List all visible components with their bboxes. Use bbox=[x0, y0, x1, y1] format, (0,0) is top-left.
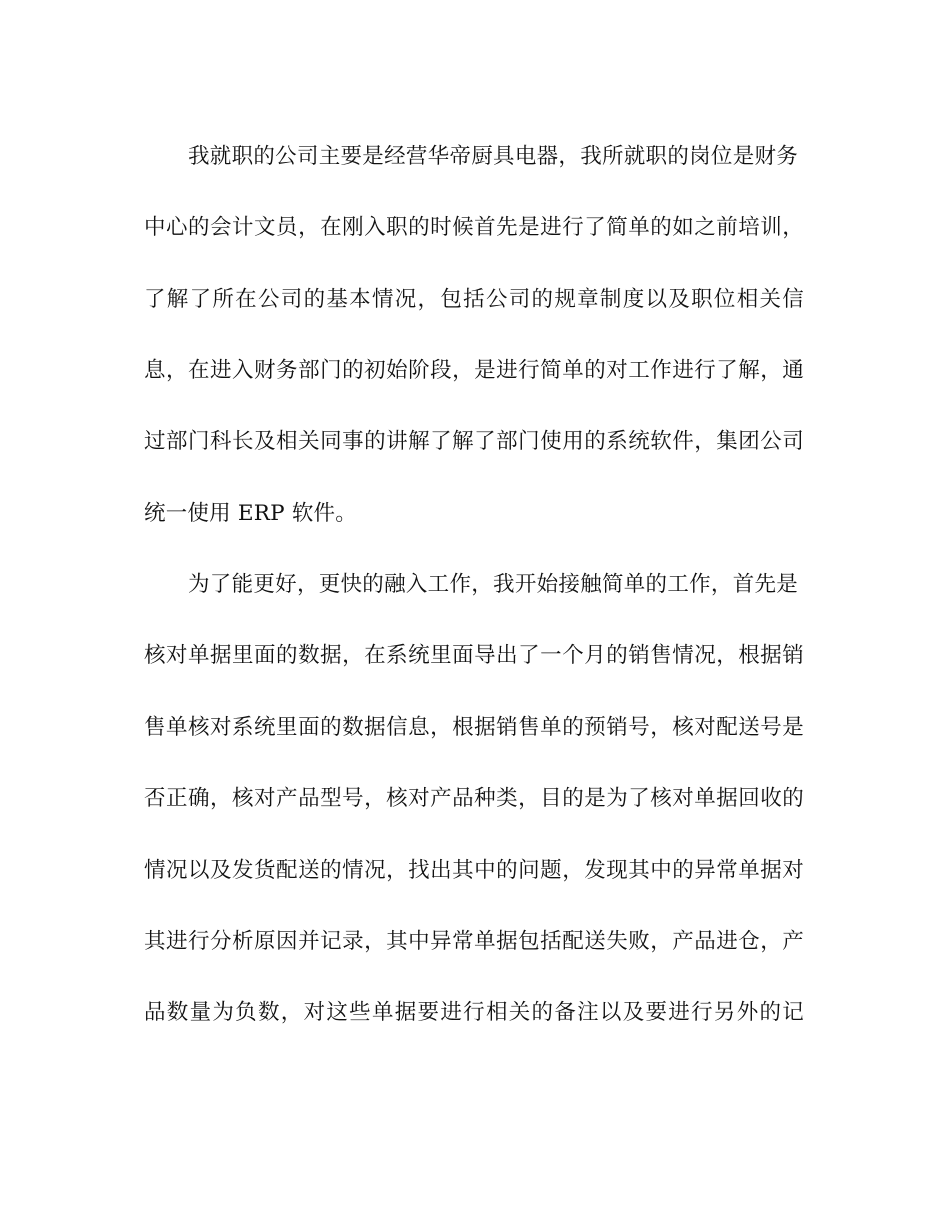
paragraph-1-line-2: 中心的会计文员，在刚入职的时候首先是进行了简单的如之前培训， bbox=[144, 215, 805, 240]
paragraph-1-line-4: 息，在进入财务部门的初始阶段，是进行简单的对工作进行了解，通 bbox=[144, 358, 805, 383]
paragraph-1-line-6: 统一使用 ERP 软件。 bbox=[144, 501, 357, 526]
paragraph-2-line-1: 为了能更好，更快的融入工作，我开始接触简单的工作，首先是 bbox=[188, 572, 799, 597]
paragraph-1-line-1: 我就职的公司主要是经营华帝厨具电器，我所就职的岗位是财务 bbox=[188, 144, 799, 169]
paragraph-2-line-4: 否正确，核对产品型号，核对产品种类，目的是为了核对单据回收的 bbox=[144, 786, 805, 811]
paragraph-2-line-6: 其进行分析原因并记录，其中异常单据包括配送失败，产品进仓，产 bbox=[144, 929, 805, 954]
paragraph-2-line-3: 售单核对系统里面的数据信息，根据销售单的预销号，核对配送号是 bbox=[144, 715, 805, 740]
paragraph-2-line-5: 情况以及发货配送的情况，找出其中的问题，发现其中的异常单据对 bbox=[144, 858, 805, 883]
paragraph-2-line-2: 核对单据里面的数据，在系统里面导出了一个月的销售情况，根据销 bbox=[144, 643, 805, 668]
paragraph-2-line-7: 品数量为负数，对这些单据要进行相关的备注以及要进行另外的记 bbox=[144, 1000, 806, 1025]
paragraph-1-line-5: 过部门科长及相关同事的讲解了解了部门使用的系统软件，集团公司 bbox=[144, 429, 805, 454]
paragraph-1-line-3: 了解了所在公司的基本情况，包括公司的规章制度以及职位相关信 bbox=[144, 287, 806, 312]
